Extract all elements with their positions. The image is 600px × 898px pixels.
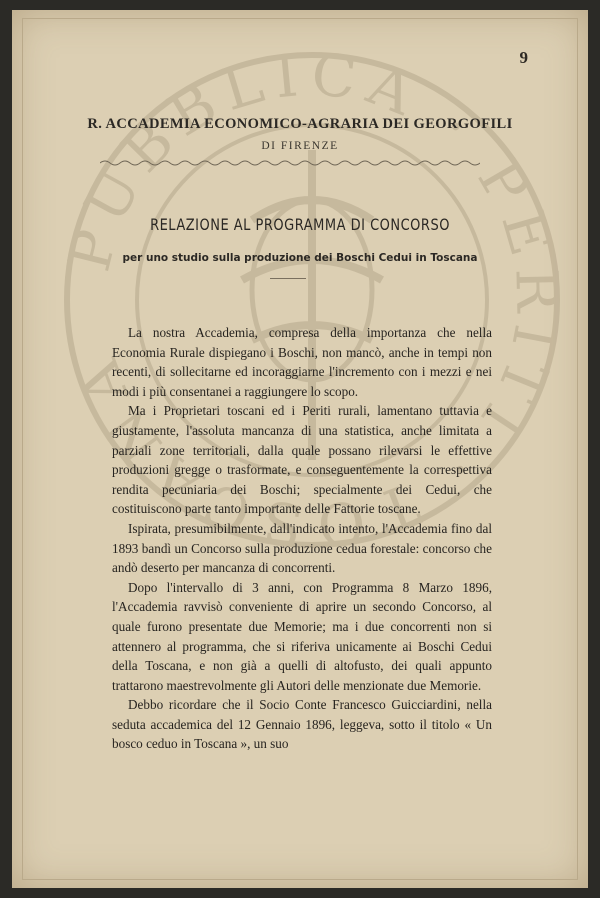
academy-heading: R. ACCADEMIA ECONOMICO-AGRARIA DEI GEORGOFILI: [87, 116, 513, 132]
paragraph: Debbo ricordare che il Socio Conte Francesco Guicciardini, nella seduta accademica del 12 Gennaio 1896, leggeva, sotto il titolo « Un bosco ceduo in Toscana », un suo: [112, 697, 492, 752]
city-subheading: DI FIRENZE: [261, 140, 339, 152]
svg-text:PUBBLICA · PERITI · TOSCANA: PUBBLICA · PERITI · TOSCANA: [54, 40, 572, 560]
paragraph: Dopo l'intervallo di 3 anni, con Programma 8 Marzo 1896, l'Accademia ravvisò conveniente di aprire un secondo Concorso, al quale furono presentate due Memorie; ma i due concorrenti non si attennero al programma, che si riferiva unicamente ai Boschi Cedui della Toscana, e non già a quelli di altofusto, dei quali appunto trattarono maestrevolmente gli Autori delle menzionate due Memorie.: [112, 579, 492, 693]
document-page: [12, 10, 588, 888]
short-rule: [270, 278, 306, 279]
document-title: RELAZIONE AL PROGRAMMA DI CONCORSO: [150, 216, 450, 235]
page-number: 9: [519, 48, 528, 67]
paragraph: Ispirata, presumibilmente, dall'indicato intento, l'Accademia fino dal 1893 bandì un Concorso sulla produzione cedua forestale: concorso che andò deserto per mancanza di concorrenti.: [112, 520, 492, 576]
paragraph: La nostra Accademia, compresa della importanza che nella Economia Rurale dispiegano i Boschi, non mancò, anche in tempi non recenti, di sollecitarne ed incoraggiarne l'incremento con i mezzi e nei modi i più consentanei a raggiungere lo scopo.: [112, 325, 492, 399]
body-text: [112, 323, 492, 754]
decorative-divider: [100, 159, 480, 167]
paragraph: Ma i Proprietari toscani ed i Periti rurali, lamentano tuttavia e giustamente, l'assoluta mancanza di una statistica, anche limitata a parziali zone territoriali, dalla quale possano rilevarsi le effettive produzioni gregge o trasformate, e conseguentemente la correspettiva rendita pecuniaria dei Boschi; specialmente dei Cedui, che costituiscono parte tanto importante delle Fattorie toscane.: [112, 403, 492, 517]
document-subtitle: per uno studio sulla produzione dei Boschi Cedui in Toscana: [122, 252, 478, 264]
